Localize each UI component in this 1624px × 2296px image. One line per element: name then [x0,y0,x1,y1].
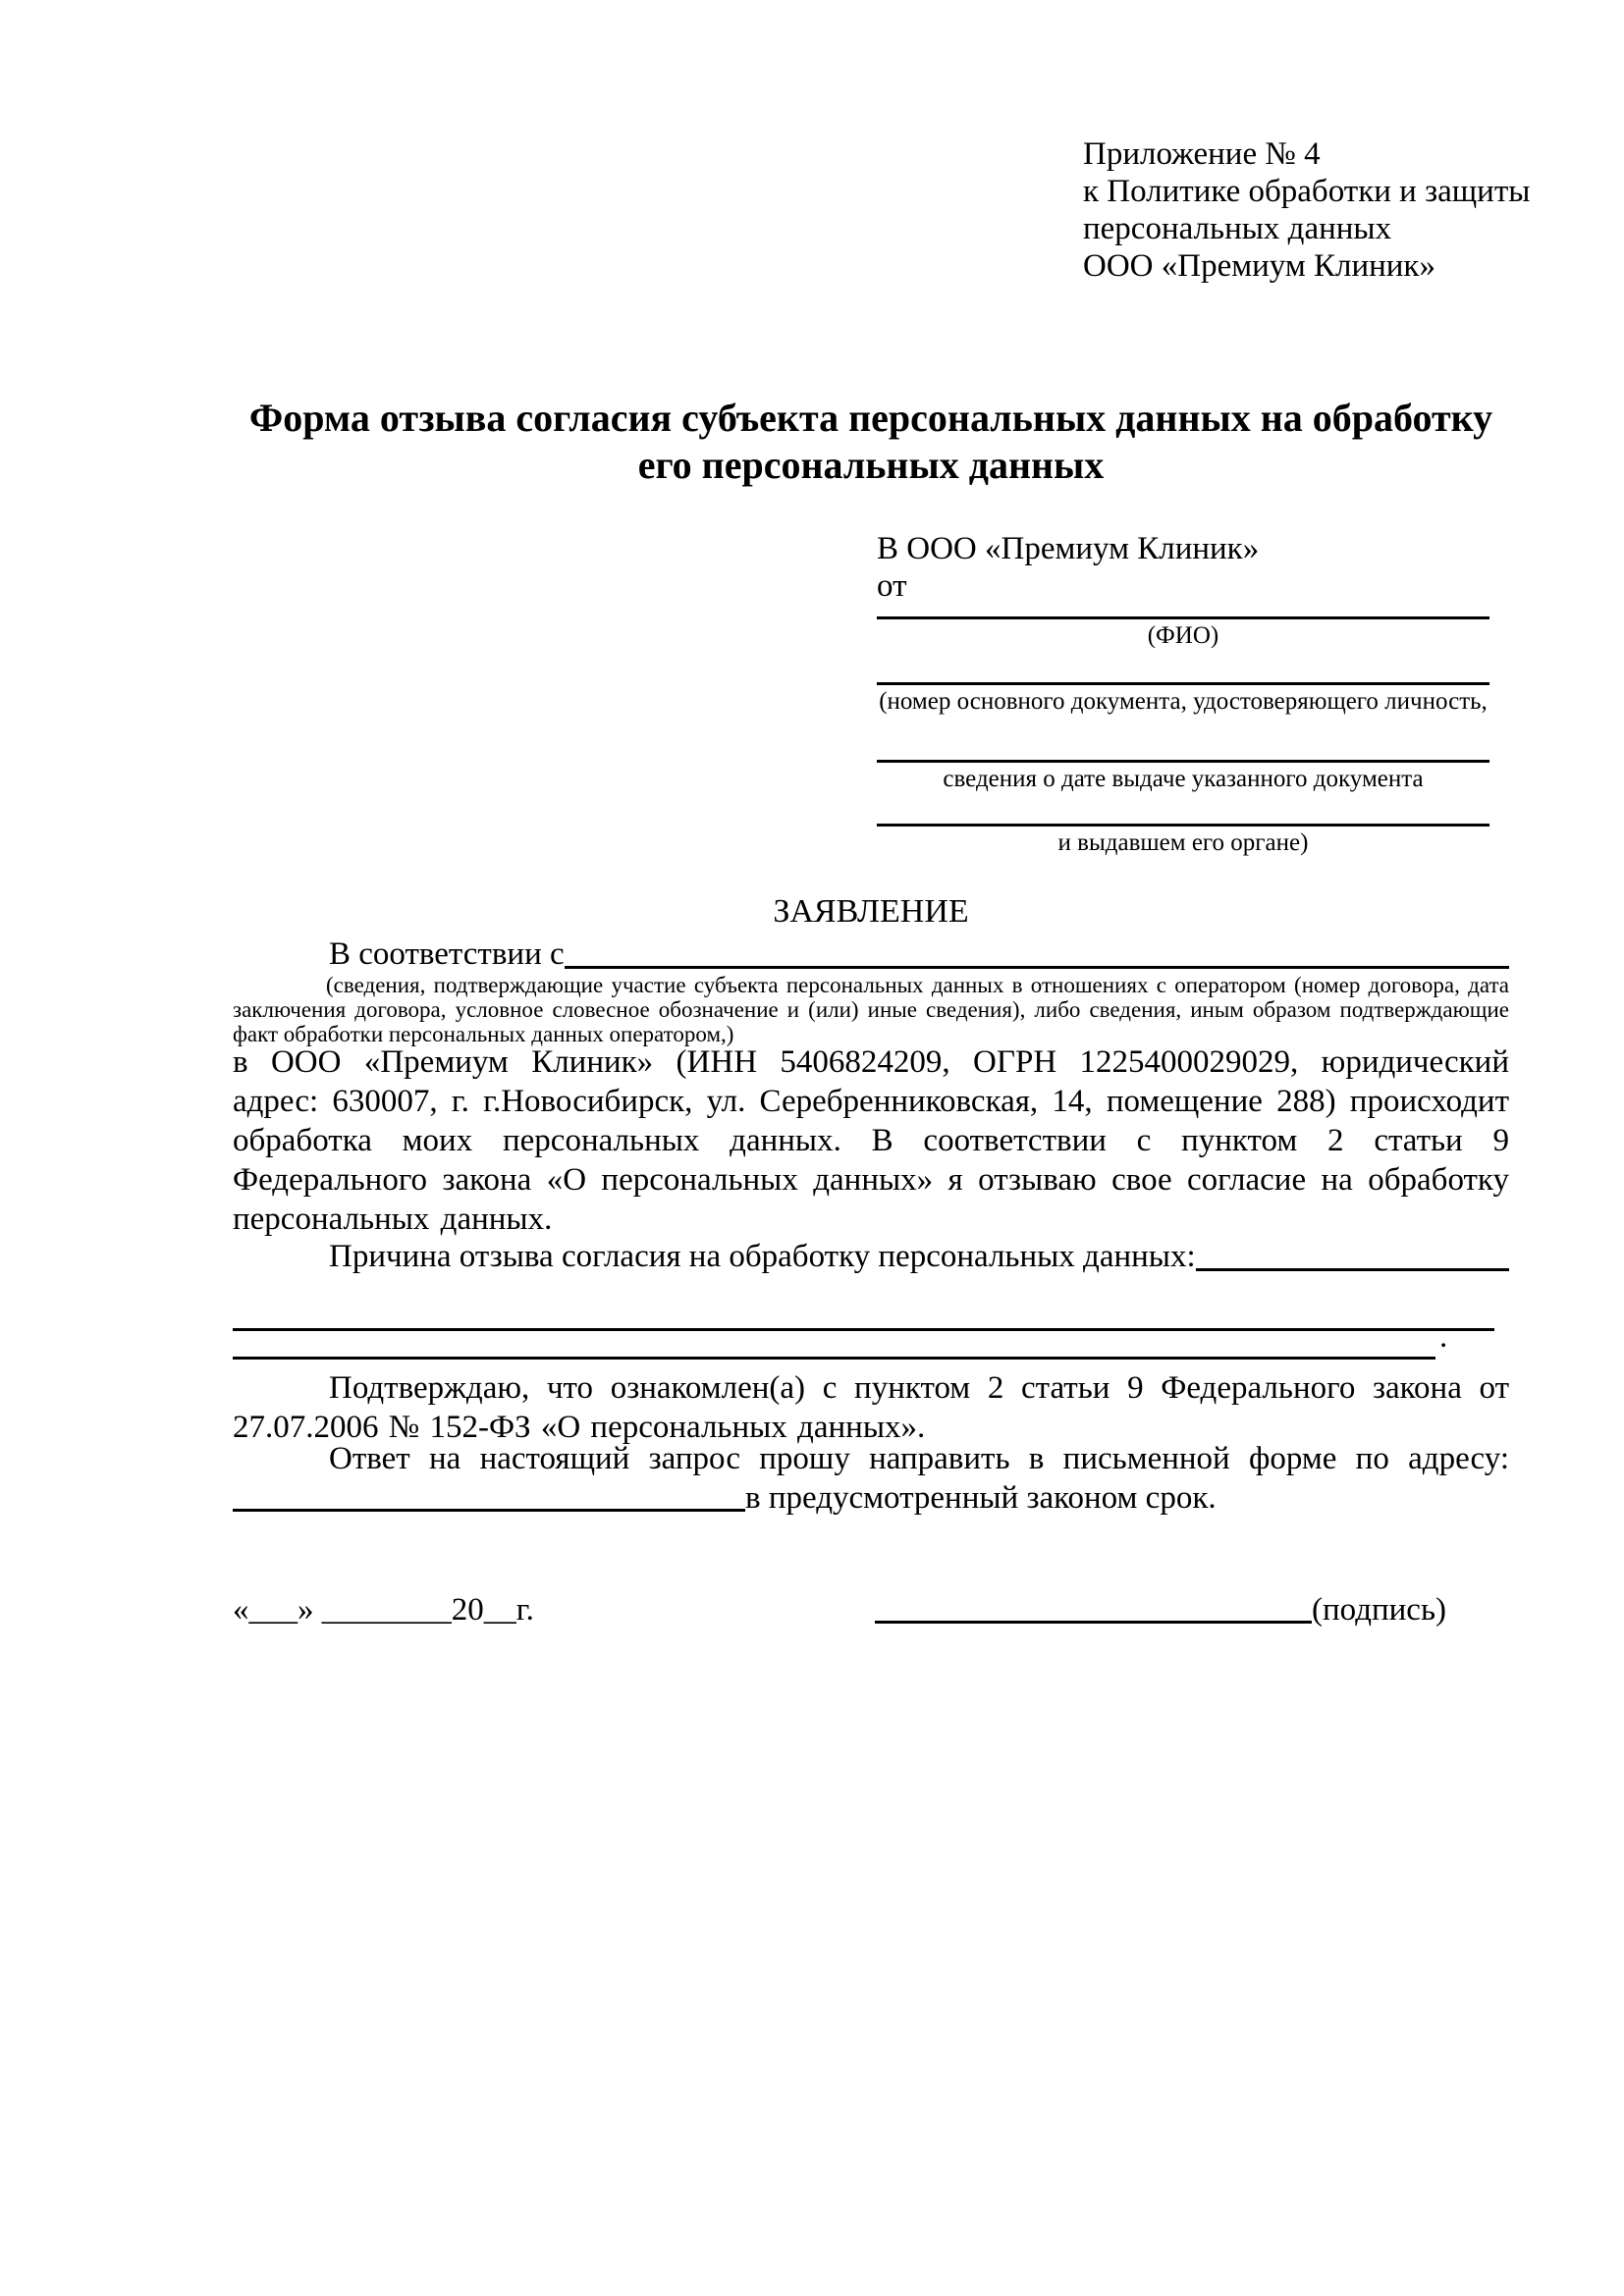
signature-caption: (подпись) [1312,1592,1446,1628]
period-mark: . [1439,1319,1448,1355]
reply-request-line: Ответ на настоящий запрос прошу направить в письменной форме по адресу: [329,1441,1509,1476]
page-title-line: Форма отзыва согласия субъекта персональных данных на обработку [248,396,1493,440]
reason-blank-line-3 [233,1319,1435,1360]
reason-row [233,1236,1509,1277]
appendix-line: Приложение № 4 [1083,136,1321,172]
reason-blank-line-3-row [233,1319,1509,1360]
fio-blank-line [877,616,1489,619]
statement-heading: ЗАЯВЛЕНИЕ [773,893,969,930]
recipient-from-label: от [877,568,907,604]
issuing-authority-blank-line [877,824,1489,827]
intro-row [233,934,1509,975]
fine-print-note: (сведения, подтверждающие участие субъекта персональных данных в отношениях с оператором (номер договора, дата заключения договора, условное словесное обозначение и (или) иные сведения), либо сведения, иным образом подтверждающие факт обработки персональных данных оператором,) [233,973,1509,1046]
recipient-block [877,530,1489,858]
issue-date-caption: сведения о дате выдаче указанного документа [943,766,1424,792]
body-paragraph: в ООО «Премиум Клиник» (ИНН 5406824209, ОГРН 1225400029029, юридический адрес: 630007, г. г.Новосибирск, ул. Серебренниковская, 14, помещение 288) происходит обработка моих персональных данных. В соответствии с пунктом 2 статьи 9 Федерального закона «О персональных данных» я отзываю свое согласие на обработку персональных данных. [233,1044,1509,1237]
address-blank-line [233,1509,745,1512]
confirmation-paragraph: Подтверждаю, что ознакомлен(а) с пунктом 2 статьи 9 Федерального закона от 27.07.2006 № 152-ФЗ «О персональных данных». [233,1370,1509,1445]
reply-address-row [233,1478,1509,1518]
fio-caption: (ФИО) [1147,622,1219,649]
appendix-block [1083,135,1554,285]
issuing-authority-caption: и выдавшем его органе) [1057,829,1309,856]
reason-label: Причина отзыва согласия на обработку персональных данных: [329,1239,1196,1274]
page-title-line: его персональных данных [637,443,1105,487]
signature-blank-line [875,1621,1312,1624]
issue-date-blank-line [877,760,1489,763]
appendix-line: к Политике обработки и защиты [1083,174,1531,209]
page-title [233,395,1509,489]
reply-suffix: в предусмотренный законом срок. [745,1480,1217,1516]
doc-number-caption: (номер основного документа, удостоверяющего личность, [879,688,1488,715]
recipient-to: В ООО «Премиум Клиник» [877,531,1260,566]
basis-blank-line [565,966,1509,969]
appendix-line: персональных данных [1083,211,1392,246]
appendix-line: ООО «Премиум Клиник» [1083,248,1435,284]
reason-blank-line [1196,1268,1509,1271]
doc-number-blank-line [877,682,1489,685]
date-blank: «___» ________20__г. [233,1592,534,1628]
signature-group [875,1590,1446,1629]
footer-row [233,1590,1509,1629]
intro-prefix: В соответствии с [329,936,565,972]
